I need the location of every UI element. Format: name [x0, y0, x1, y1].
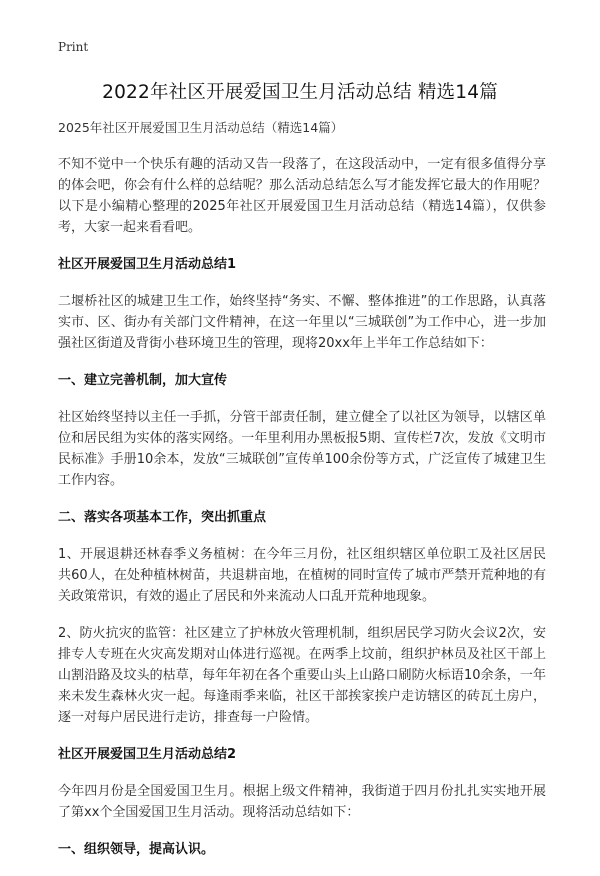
- section1-paragraph-4: 2、防火抗灾的监管：社区建立了护林放火管理机制，组织居民学习防火会议2次，安排专人专班在火灾高发期对山体进行巡视。在两季上坟前，组织护林员及社区干部上山割沿路及坟头的枯草，每年年初在各个重要山头上山路口刷防火标语10余条，一年来未发生森林火灾一起。每逢雨季来临，社区干部挨家挨户走访辖区的砖瓦土房户，逐一对每户居民进行走访，排查每一户险情。: [58, 626, 546, 725]
- section-heading-1: 社区开展爱国卫生月活动总结1: [58, 257, 237, 272]
- intro-paragraph: 不知不觉中一个快乐有趣的活动又告一段落了，在这段活动中，一定有很多值得分享的体会吧，你会有什么样的总结呢？那么活动总结怎么写才能发挥它最大的作用呢？以下是小编精心整理的2025年社区开展爱国卫生月活动总结（精选14篇），仅供参考，大家一起来看看吧。: [58, 157, 546, 235]
- document-subtitle: 2025年社区开展爱国卫生月活动总结（精选14篇）: [58, 120, 344, 135]
- section2-subheading-1: 一、组织领导，提高认识。: [58, 842, 215, 857]
- section1-paragraph-3: 1、开展退耕还林春季义务植树：在今年三月份，社区组织辖区单位职工及社区居民共60人，在处种植林树苗，共退耕亩地，在植树的同时宣传了城市严禁开荒种地的有关政策常识，有效的遏止了居民和外来流动人口乱开荒种地现象。: [58, 547, 546, 604]
- document-body: [58, 118, 546, 876]
- section1-paragraph-2: 社区始终坚持以主任一手抓，分管干部责任制，建立健全了以社区为领导，以辖区单位和居民组为实体的落实网络。一年里利用办黑板报5期、宣传栏7次，发放《文明市民标准》手册10余本，发放“三城联创”宣传单100余份等方式，广泛宣传了城建卫生工作内容。: [58, 410, 546, 488]
- section1-paragraph-1: 二堰桥社区的城建卫生工作，始终坚持“务实、不懈、整体推进”的工作思路，认真落实市、区、街办有关部门文件精神，在这一年里以“三城联创”为工作中心，进一步加强社区街道及背街小巷环境卫生的管理，现将20xx年上半年工作总结如下：: [58, 294, 546, 351]
- section-heading-2: 社区开展爱国卫生月活动总结2: [58, 747, 237, 762]
- section1-subheading-2: 二、落实各项基本工作，突出抓重点: [58, 510, 267, 525]
- section2-paragraph-1: 今年四月份是全国爱国卫生月。根据上级文件精神，我街道于四月份扎扎实实地开展了第xx个全国爱国卫生月活动。现将活动总结如下：: [58, 784, 546, 820]
- print-link[interactable]: Print: [58, 40, 89, 54]
- section1-subheading-1: 一、建立完善机制，加大宣传: [58, 373, 228, 388]
- document-title: 2022年社区开展爱国卫生月活动总结 精选14篇: [102, 82, 498, 103]
